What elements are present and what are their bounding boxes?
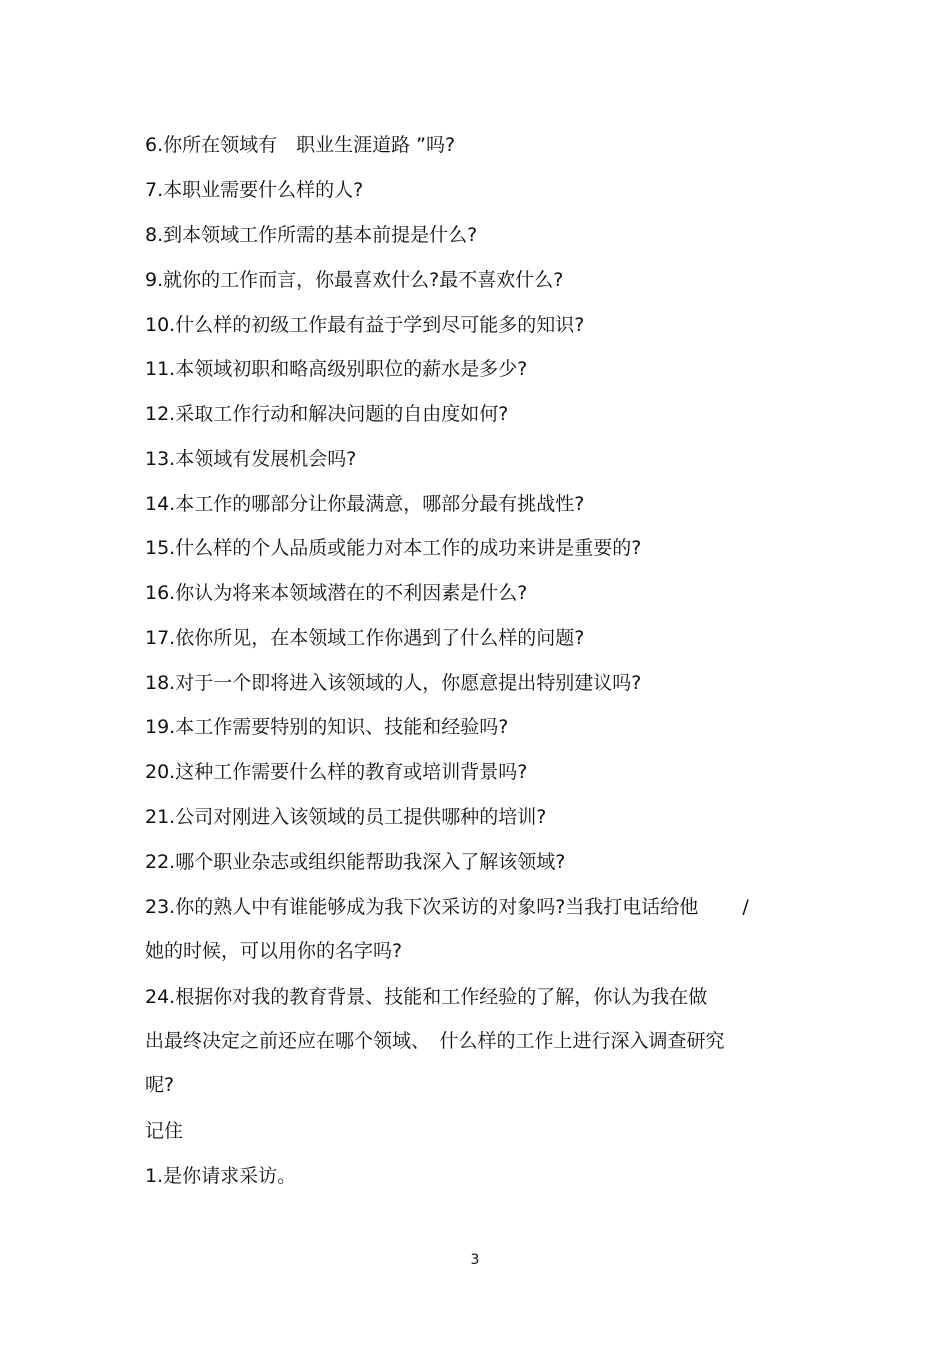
question-23-line-1: 23.你的熟人中有谁能够成为我下次采访的对象吗?当我打电话给他 / (145, 896, 749, 918)
question-13: 13.本领域有发展机会吗? (145, 448, 357, 470)
question-16: 16.你认为将来本领域潜在的不利因素是什么? (145, 582, 528, 604)
question-14: 14.本工作的哪部分让你最满意，哪部分最有挑战性? (145, 493, 585, 515)
question-11: 11.本领域初职和略高级别职位的薪水是多少? (145, 358, 528, 380)
question-17: 17.依你所见，在本领域工作你遇到了什么样的问题? (145, 627, 585, 649)
question-19: 19.本工作需要特别的知识、技能和经验吗? (145, 716, 509, 738)
question-12: 12.采取工作行动和解决问题的自由度如何? (145, 403, 509, 425)
question-18: 18.对于一个即将进入该领域的人，你愿意提出特别建议吗? (145, 672, 642, 694)
question-8: 8.到本领域工作所需的基本前提是什么? (145, 224, 478, 246)
question-10: 10.什么样的初级工作最有益于学到尽可能多的知识? (145, 314, 585, 336)
question-6: 6.你所在领域有 职业生涯道路 ”吗? (145, 134, 456, 156)
section-heading-remember: 记住 (145, 1120, 184, 1142)
question-24-line-2: 出最终决定之前还应在哪个领域、 什么样的工作上进行深入调查研究 (145, 1030, 725, 1052)
question-24-line-3: 呢? (145, 1074, 175, 1096)
question-7: 7.本职业需要什么样的人? (145, 179, 364, 201)
question-20: 20.这种工作需要什么样的教育或培训背景吗? (145, 761, 528, 783)
question-24-line-1: 24.根据你对我的教育背景、技能和工作经验的了解，你认为我在做 (145, 986, 708, 1008)
page-number: 3 (470, 1252, 480, 1268)
question-23-line-2: 她的时候，可以用你的名字吗? (145, 940, 403, 962)
question-9: 9.就你的工作而言，你最喜欢什么?最不喜欢什么? (145, 269, 564, 291)
question-22: 22.哪个职业杂志或组织能帮助我深入了解该领域? (145, 851, 566, 873)
question-15: 15.什么样的个人品质或能力对本工作的成功来讲是重要的? (145, 537, 642, 559)
remember-item-1: 1.是你请求采访。 (145, 1165, 297, 1187)
question-21: 21.公司对刚进入该领域的员工提供哪种的培训? (145, 806, 547, 828)
